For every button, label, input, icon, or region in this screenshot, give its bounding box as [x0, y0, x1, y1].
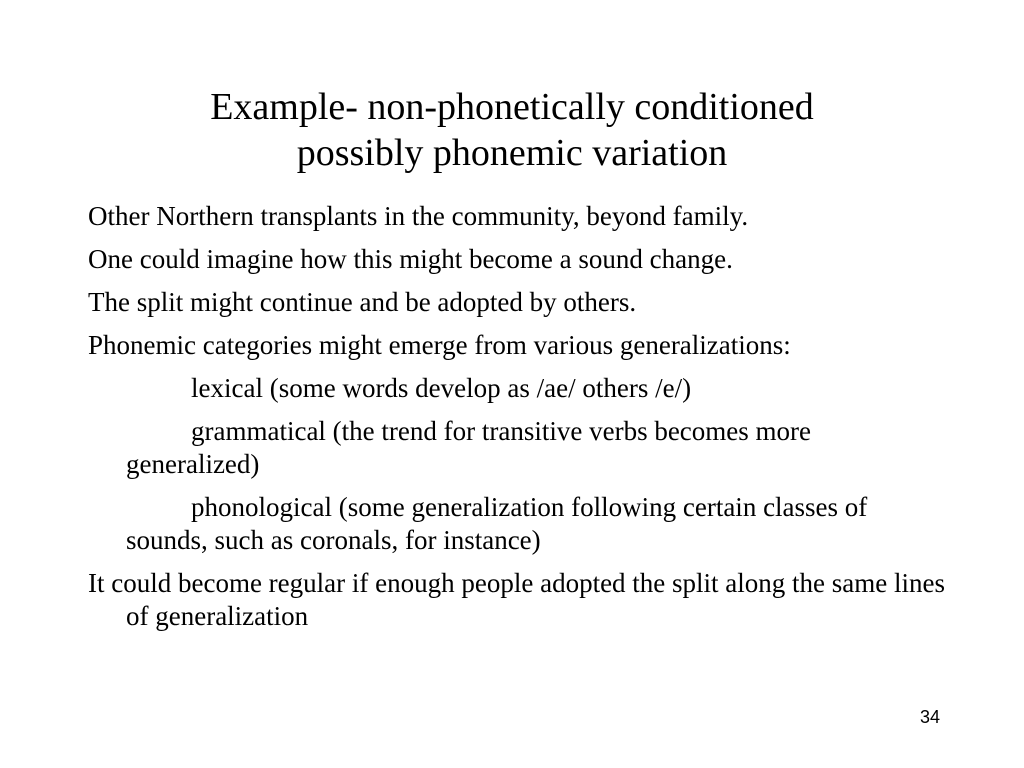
body-paragraph-regular: It could become regular if enough people adopted the split along the same lines of generalization	[88, 568, 945, 631]
body-subparagraph-phonological: phonological (some generalization following certain classes of sounds, such as coronals, for instance)	[126, 492, 868, 555]
slide-title-line-1: Example- non-phonetically conditioned	[210, 86, 814, 128]
slide-title	[60, 84, 964, 176]
slide-body	[88, 200, 948, 643]
page-number: 34	[919, 707, 940, 727]
slide-title-line-2: possibly phonemic variation	[296, 132, 728, 174]
body-paragraph-split-continue: The split might continue and be adopted by others.	[88, 287, 637, 317]
body-paragraph-sound-change: One could imagine how this might become a sound change.	[88, 244, 733, 274]
body-paragraph-other-transplants: Other Northern transplants in the community, beyond family.	[88, 201, 749, 231]
body-paragraph-phonemic-categories: Phonemic categories might emerge from various generalizations:	[88, 330, 791, 360]
body-subparagraph-grammatical: grammatical (the trend for transitive verbs becomes more generalized)	[126, 416, 812, 479]
body-subparagraph-lexical: lexical (some words develop as /ae/ others /e/)	[191, 373, 692, 403]
